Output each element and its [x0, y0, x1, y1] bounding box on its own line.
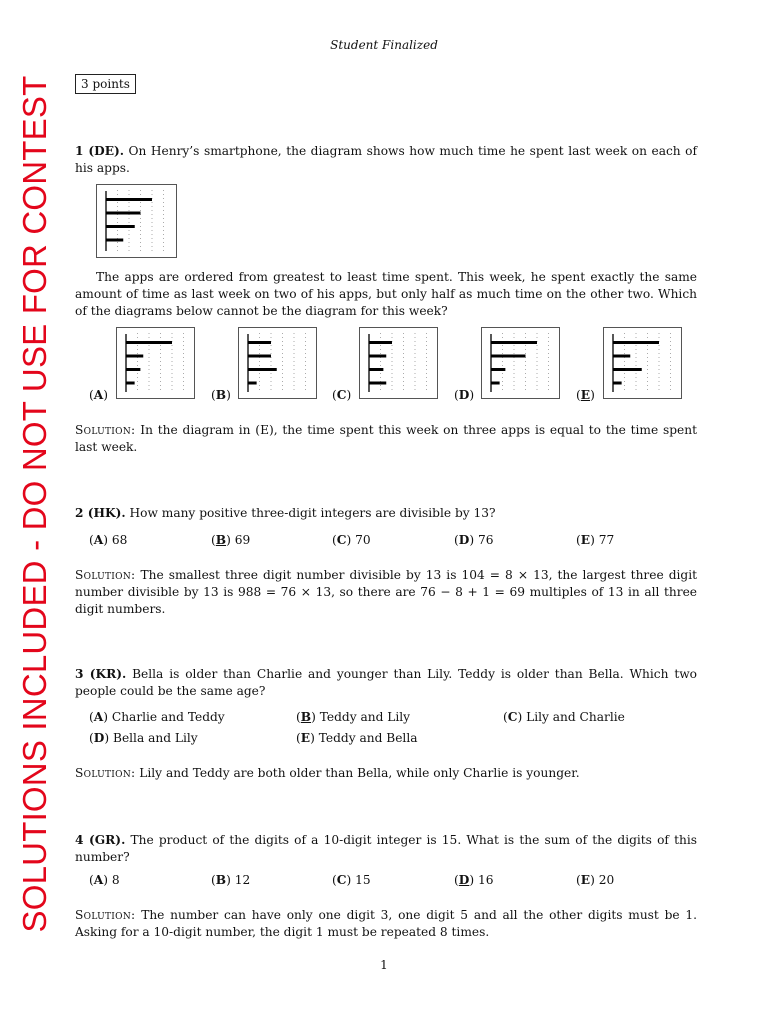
page-number: 1 [380, 958, 388, 972]
solution-4 [75, 907, 697, 941]
question-4 [75, 832, 697, 866]
option-letter: A [93, 388, 104, 402]
option-letter: E [580, 388, 591, 402]
option-letter: B [215, 388, 227, 402]
page-header: Student Finalized [330, 38, 438, 52]
bar [491, 368, 505, 371]
q2-option-b[interactable]: (B) 69 [211, 533, 251, 547]
question-text: On Henry’s smartphone, the diagram shows how much time he spent last week on each of his apps. [75, 144, 698, 175]
points-label: 3 points [75, 74, 136, 94]
question-2 [75, 505, 697, 522]
bar [369, 341, 392, 344]
q1-option-c[interactable]: (C) [332, 388, 352, 402]
question-1 [75, 143, 697, 177]
bar [491, 355, 526, 358]
q2-option-e[interactable]: (E) 77 [576, 533, 615, 547]
q1-option-d[interactable]: (D) [454, 388, 475, 402]
bar [369, 368, 383, 371]
bar [248, 368, 277, 371]
option-letter: D [458, 388, 470, 402]
q3-option-a[interactable]: (A) Charlie and Teddy [89, 710, 225, 724]
q4-option-e[interactable]: (E) 20 [576, 873, 615, 887]
q1-option-b[interactable]: (B) [211, 388, 231, 402]
bar-diagram [117, 328, 194, 398]
option-diagram-d [481, 327, 560, 399]
bar [613, 368, 642, 371]
q4-option-a[interactable]: (A) 8 [89, 873, 120, 887]
question-1-continued: The apps are ordered from greatest to least time spent. This week, he spent exactly the same amount of time as last week on two of his apps, but only half as much time on the other two. Which of the diagrams below cannot be the diagram for this week? [75, 270, 697, 318]
q2-option-d[interactable]: (D) 76 [454, 533, 494, 547]
bar-diagram [97, 185, 176, 257]
bar [248, 341, 271, 344]
bar [106, 225, 135, 228]
bar [613, 355, 630, 358]
solution-label: Solution: [75, 766, 136, 780]
bar [491, 382, 500, 385]
solution-label: Solution: [75, 568, 136, 582]
bar [106, 212, 141, 215]
solution-label: Solution: [75, 908, 136, 922]
q2-option-a[interactable]: (A) 68 [89, 533, 128, 547]
bar [106, 198, 152, 201]
bar [248, 355, 271, 358]
solution-2 [75, 567, 697, 618]
watermark: SOLUTIONS INCLUDED - DO NOT USE FOR CONTEST [16, 75, 53, 933]
solution-text: Lily and Teddy are both older than Bella, while only Charlie is younger. [139, 766, 580, 780]
q3-option-e[interactable]: (E) Teddy and Bella [296, 731, 418, 745]
bar [491, 341, 537, 344]
solution-text: The number can have only one digit 3, one digit 5 and all the other digits must be 1. Asking for a 10-digit number, the digit 1 must be repeated 8 times. [75, 908, 698, 939]
q4-option-d[interactable]: (D) 16 [454, 873, 494, 887]
q3-option-b[interactable]: (B) Teddy and Lily [296, 710, 411, 724]
q3-option-c[interactable]: (C) Lily and Charlie [503, 710, 625, 724]
bar [126, 368, 140, 371]
bar [126, 341, 172, 344]
q1-option-e[interactable]: (E) [576, 388, 595, 402]
question-3 [75, 666, 697, 700]
bar [126, 355, 143, 358]
q3-option-d[interactable]: (D) Bella and Lily [89, 731, 198, 745]
bar [613, 382, 622, 385]
question-number: 2 (HK). [75, 506, 126, 520]
solution-3 [75, 765, 697, 782]
solution-label: Solution: [75, 423, 136, 437]
question-number: 3 (KR). [75, 667, 127, 681]
bar-diagram [239, 328, 316, 398]
q4-option-c[interactable]: (C) 15 [332, 873, 371, 887]
bar [613, 341, 659, 344]
option-diagram-c [359, 327, 438, 399]
question-text: How many positive three-digit integers are divisible by 13? [129, 506, 496, 520]
solution-text: In the diagram in (E), the time spent this week on three apps is equal to the time spent last week. [75, 423, 698, 454]
bar [106, 239, 123, 242]
question-number: 1 (DE). [75, 144, 125, 158]
bar [369, 355, 386, 358]
bar [126, 382, 135, 385]
q2-option-c[interactable]: (C) 70 [332, 533, 371, 547]
bar [248, 382, 257, 385]
q1-option-a[interactable]: (A) [89, 388, 108, 402]
option-diagram-a [116, 327, 195, 399]
option-letter: C [336, 388, 347, 402]
question-text: The product of the digits of a 10-digit integer is 15. What is the sum of the digits of this number? [75, 833, 697, 864]
solution-text: The smallest three digit number divisible by 13 is 104 = 8 × 13, the largest three digit number divisible by 13 is 988 = 76 × 13, so there are 76 − 8 + 1 = 69 multiples of 13 in all three digit numbers. [75, 568, 698, 616]
option-diagram-b [238, 327, 317, 399]
question-text: Bella is older than Charlie and younger than Lily. Teddy is older than Bella. Which two people could be the same age? [75, 667, 697, 698]
bar-diagram [482, 328, 559, 398]
solution-1 [75, 422, 697, 456]
bar [369, 382, 386, 385]
last-week-diagram [96, 184, 177, 258]
bar-diagram [360, 328, 437, 398]
bar-diagram [604, 328, 681, 398]
question-number: 4 (GR). [75, 833, 126, 847]
q4-option-b[interactable]: (B) 12 [211, 873, 251, 887]
option-diagram-e [603, 327, 682, 399]
